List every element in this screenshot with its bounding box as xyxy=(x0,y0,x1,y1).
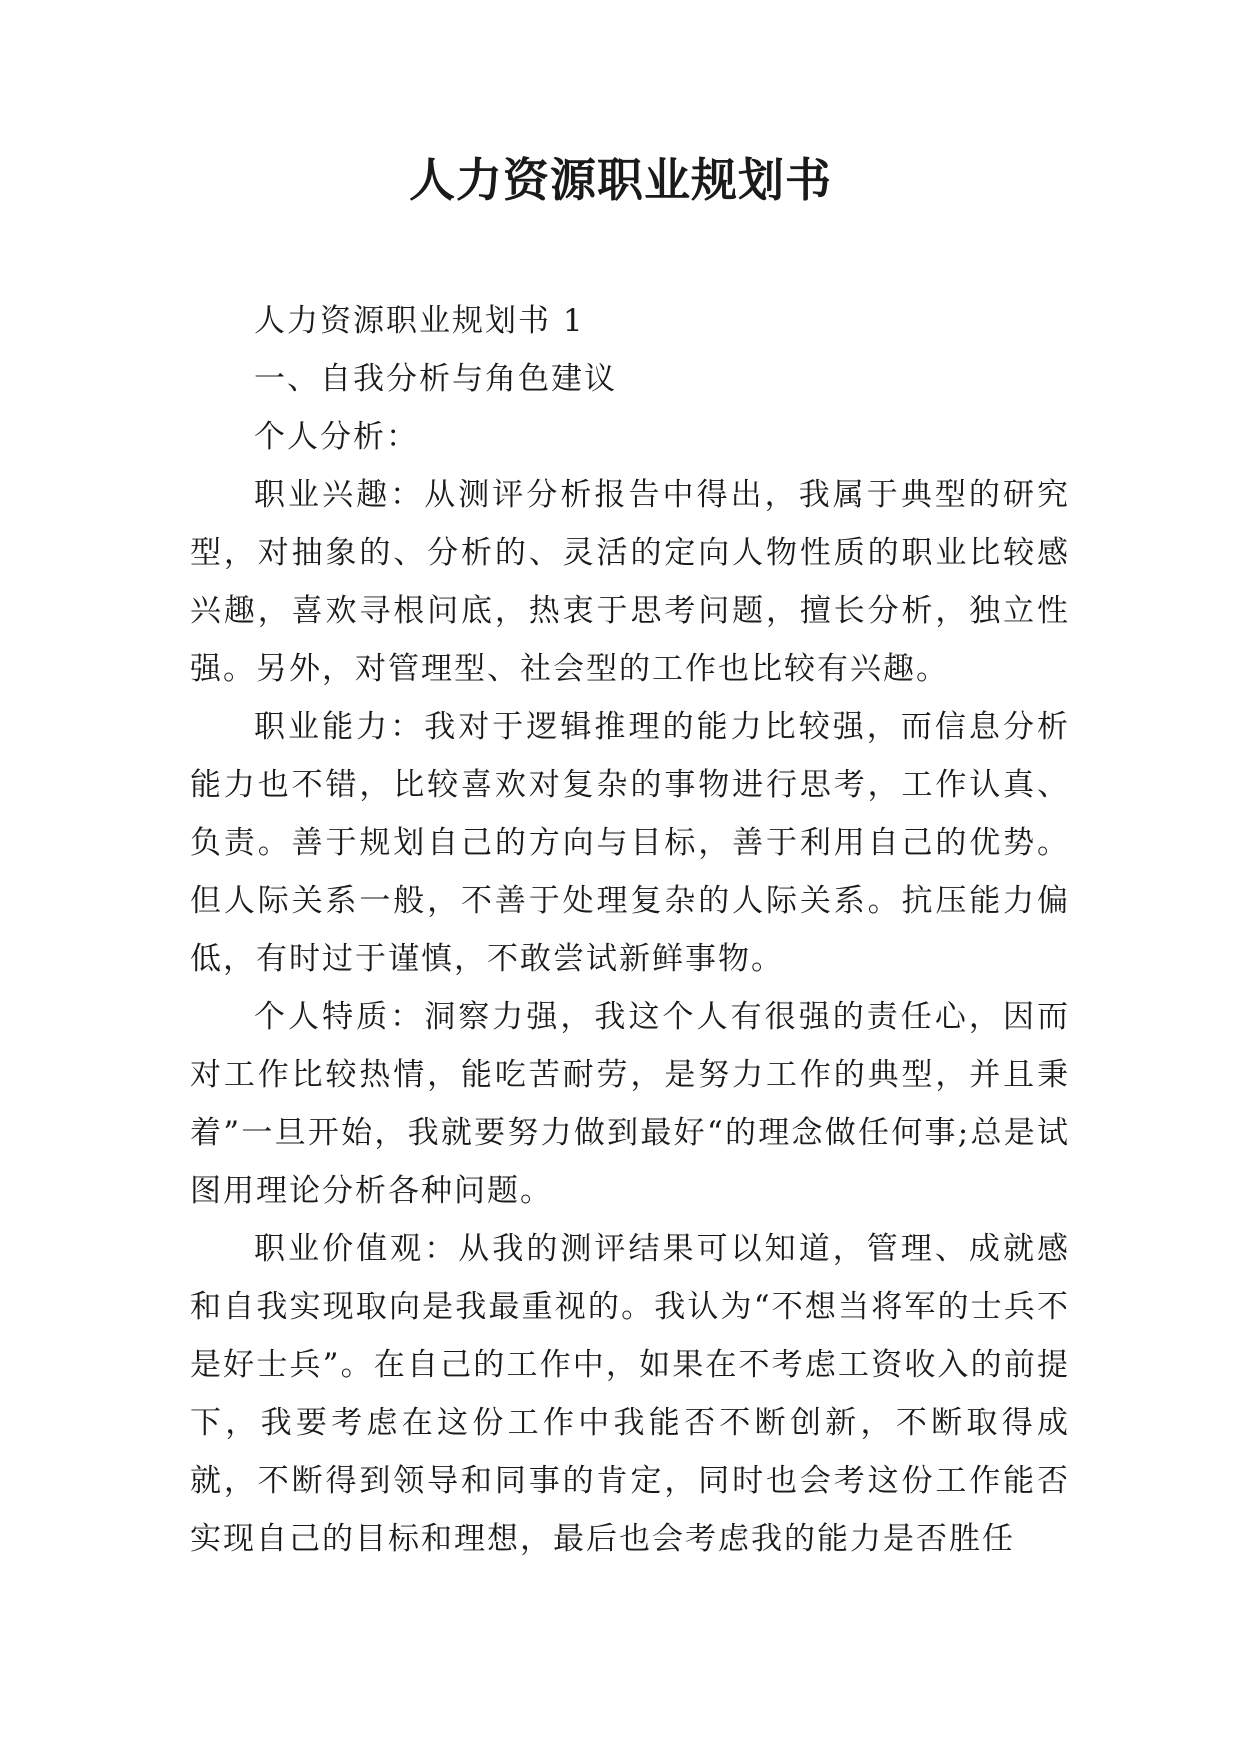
paragraph-career-interest: 职业兴趣：从测评分析报告中得出，我属于典型的研究型，对抽象的、分析的、灵活的定向人物性质的职业比较感兴趣，喜欢寻根问底，热衷于思考问题，擅长分析，独立性强。另外，对管理型、社会型的工作也比较有兴趣。 xyxy=(190,477,1070,687)
paragraph-section-title: 一、自我分析与角色建议 xyxy=(254,361,617,397)
paragraph-heading: 人力资源职业规划书 1 xyxy=(254,303,585,339)
document-title: 人力资源职业规划书 xyxy=(409,153,832,207)
paragraph-subsection-title: 个人分析： xyxy=(254,419,419,455)
paragraph-personal-traits: 个人特质：洞察力强，我这个人有很强的责任心，因而对工作比较热情，能吃苦耐劳，是努力工作的典型，并且秉着”一旦开始，我就要努力做到最好“的理念做任何事;总是试图用理论分析各种问题。 xyxy=(190,999,1070,1209)
document-body xyxy=(190,292,1070,1568)
paragraph-career-values: 职业价值观：从我的测评结果可以知道，管理、成就感和自我实现取向是我最重视的。我认为“不想当将军的士兵不是好士兵”。在自己的工作中，如果在不考虑工资收入的前提下，我要考虑在这份工作中我能否不断创新，不断取得成就，不断得到领导和同事的肯定，同时也会考这份工作能否实现自己的目标和理想，最后也会考虑我的能力是否胜任 xyxy=(190,1231,1070,1557)
paragraph-career-ability: 职业能力：我对于逻辑推理的能力比较强，而信息分析能力也不错，比较喜欢对复杂的事物进行思考，工作认真、负责。善于规划自己的方向与目标，善于利用自己的优势。但人际关系一般，不善于处理复杂的人际关系。抗压能力偏低，有时过于谨慎，不敢尝试新鲜事物。 xyxy=(190,709,1070,977)
